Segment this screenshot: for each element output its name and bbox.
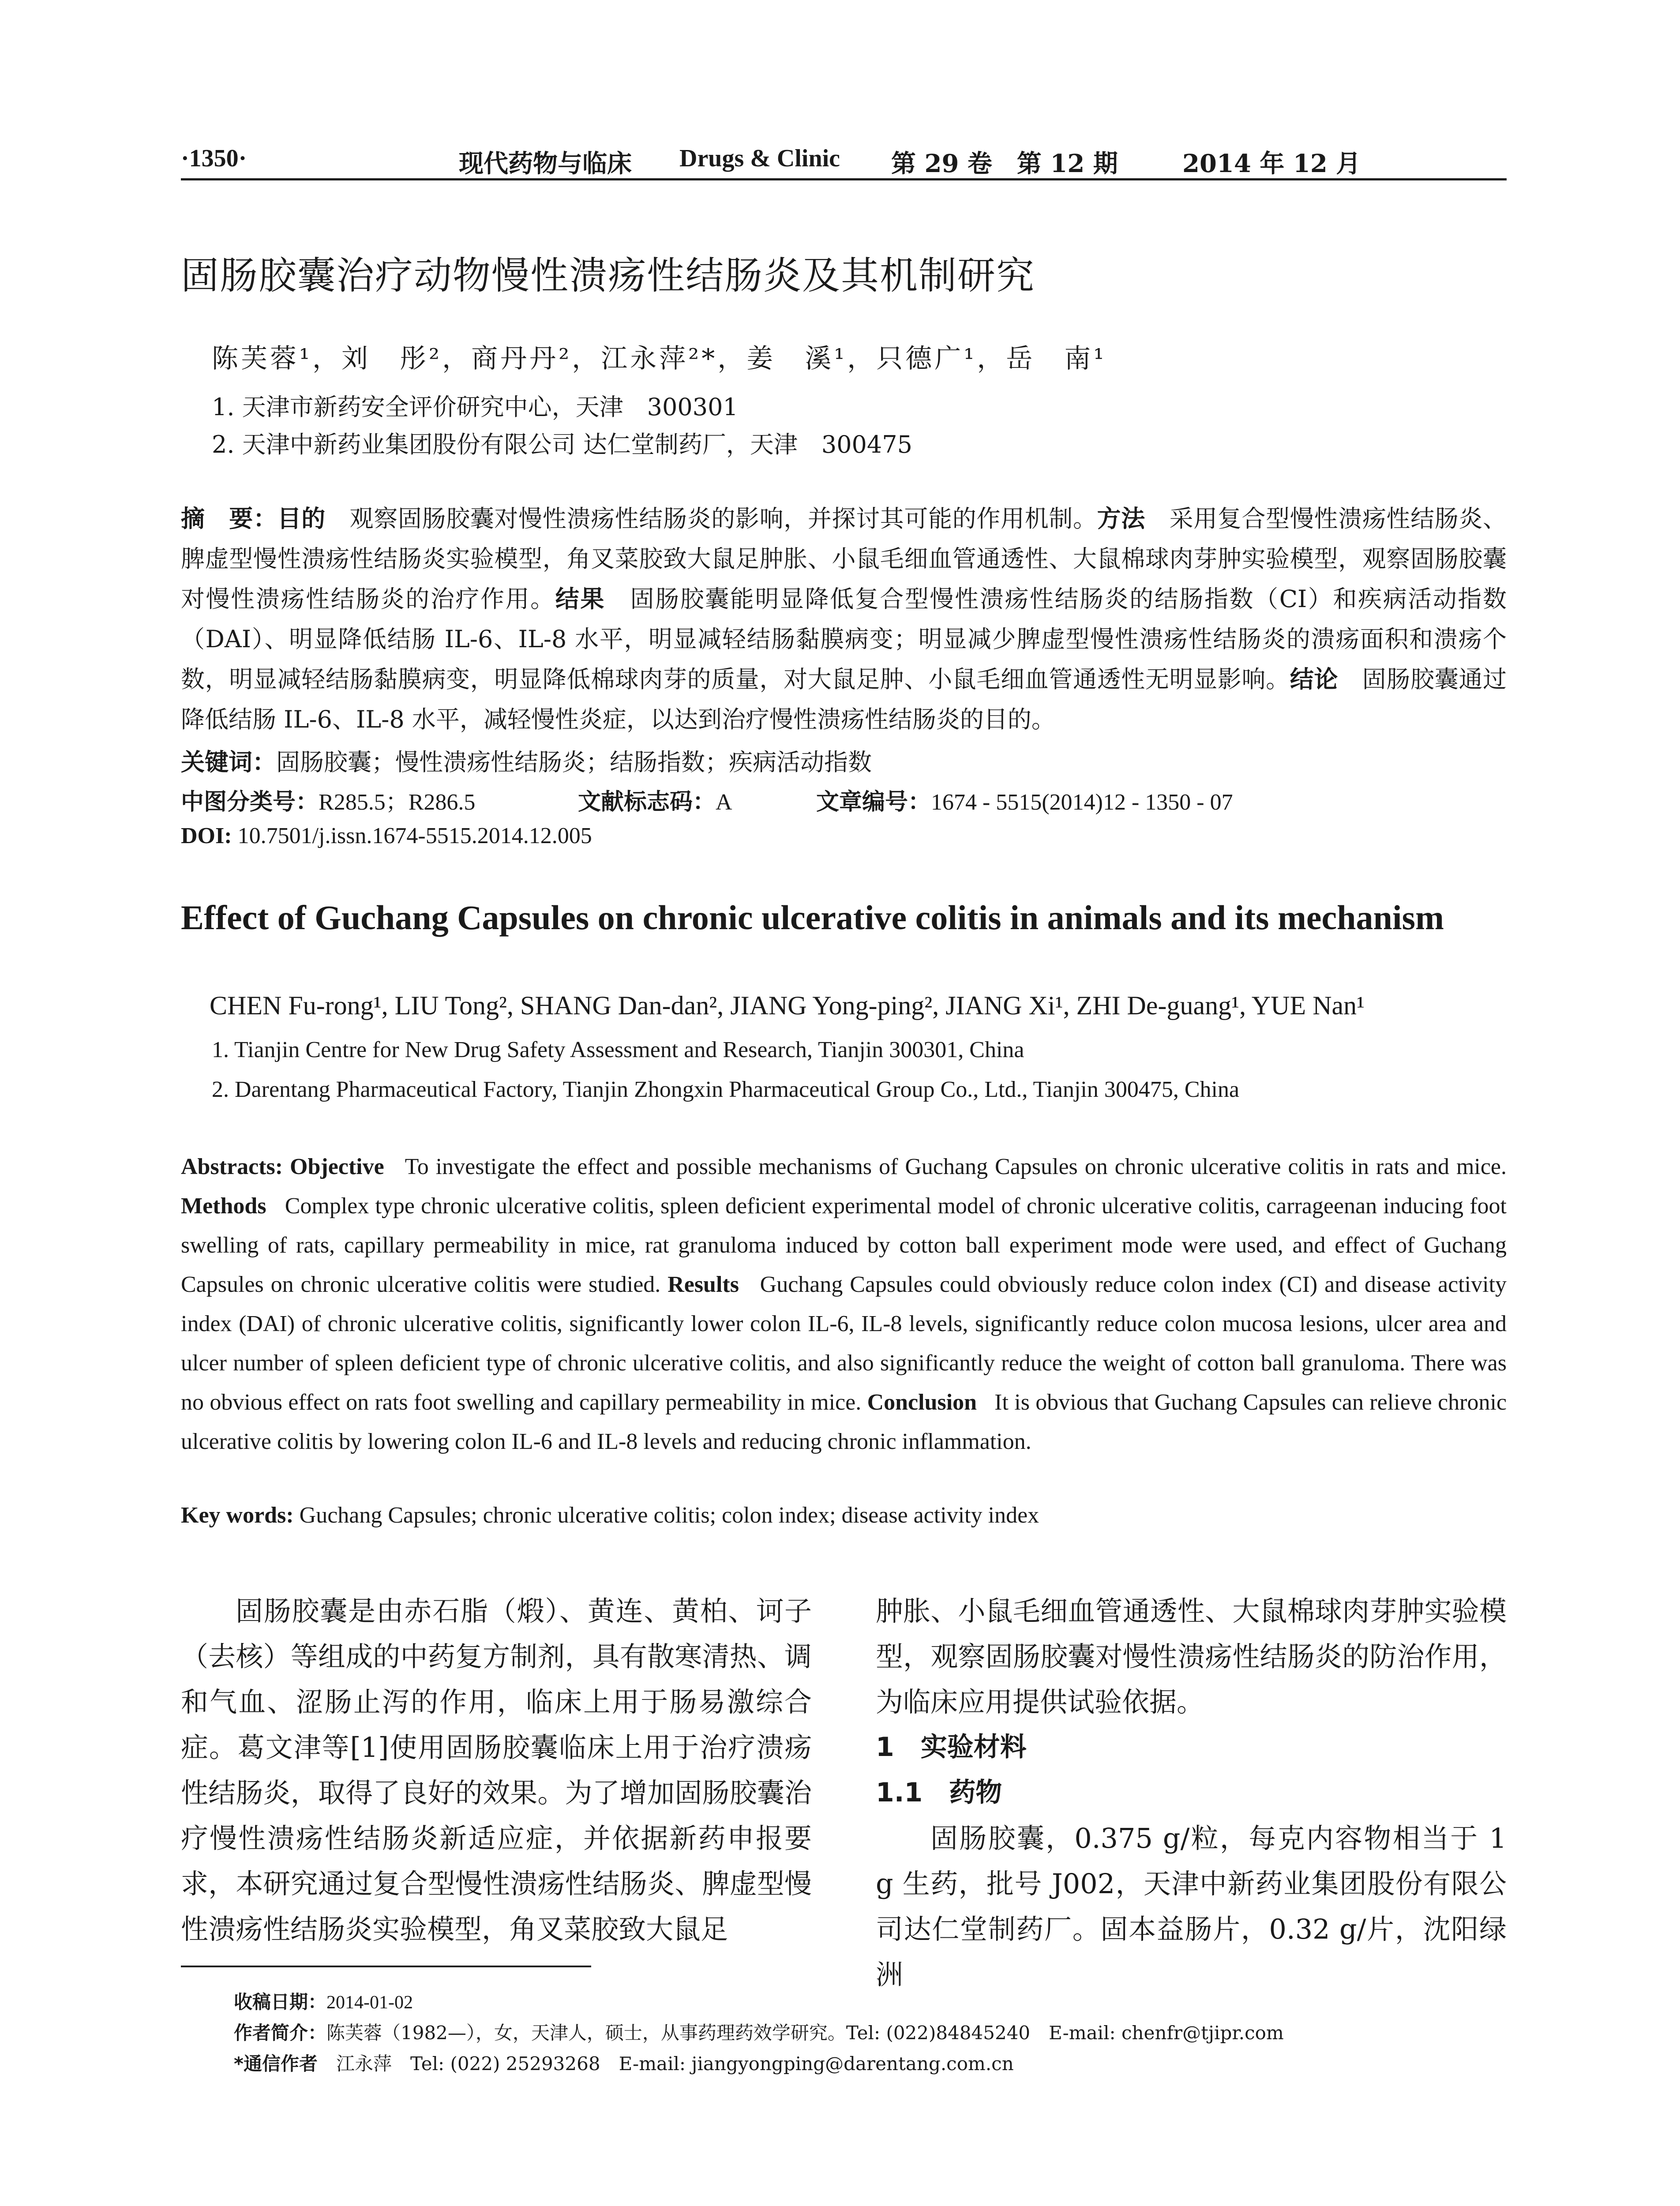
keywords-en-text: Guchang Capsules; chronic ulcerative colitis; colon index; disease activity index [293, 1503, 1039, 1528]
corresponding-author [234, 2049, 1014, 2076]
body-left-column [181, 1588, 812, 1952]
conclusion-cn: 固肠胶囊通过降低结肠 IL-6、IL-8 水平，减轻慢性炎症，以达到治疗慢性溃疡性结肠炎的目的。 [181, 665, 1507, 733]
author-bio [234, 2018, 1284, 2045]
abstract-cn-label: 摘 要： [181, 505, 278, 533]
keywords-en-label: Key words: [181, 1503, 294, 1528]
footnote-rule [181, 1966, 591, 1967]
authors-en: CHEN Fu-rong¹, LIU Tong², SHANG Dan-dan², JIANG Yong-ping², JIANG Xi¹, ZHI De-guang¹, YUE Nan¹ [210, 991, 1365, 1020]
volume-issue: 第 29 卷 第 12 期 [891, 149, 1118, 178]
section-1-heading: 1 实验材料 [876, 1732, 1027, 1763]
bio-value: 陈芙蓉（1982—），女，天津人，硕士，从事药理药效学研究。Tel: (022)84845240 E-mail: chenfr@tjipr.com [326, 2022, 1284, 2044]
keywords-en [181, 1502, 1039, 1528]
drug-paragraph: 固肠胶囊，0.375 g/粒，每克内容物相当于 1 g 生药，批号 J002，天津中新药业集团股份有限公司达仁堂制药厂。固本益肠片，0.32 g/片，沈阳绿洲 [876, 1822, 1507, 1991]
objective-label-en: Objective [290, 1154, 384, 1179]
page-number: ·1350· [181, 145, 247, 172]
section-1-1-heading: 1.1 药物 [876, 1777, 1002, 1808]
doi-label: DOI: [181, 823, 232, 848]
doi-value: 10.7501/j.issn.1674-5515.2014.12.005 [232, 823, 592, 848]
title-en: Effect of Guchang Capsules on chronic ulcerative colitis in animals and its mechanism [181, 898, 1444, 937]
methods-en: Complex type chronic ulcerative colitis, spleen deficient experimental model of chronic ulcerative colitis, carrageenan inducing foot swelling of rats, capillary permeability in mice, rat granuloma induced by cotton ball experiment mode were used, and effect of Guchang Capsules on chronic ulcerative colitis were studied. [181, 1193, 1507, 1297]
intro-paragraph: 固肠胶囊是由赤石脂（煅）、黄连、黄柏、诃子（去核）等组成的中药复方制剂，具有散寒清热、调和气血、涩肠止泻的作用，临床上用于肠易激综合症。葛文津等[1]使用固肠胶囊临床上用于治疗溃疡性结肠炎，取得了良好的效果。为了增加固肠胶囊治疗慢性溃疡性结肠炎新适应症，并依据新药申报要求，本研究通过复合型慢性溃疡性结肠炎、脾虚型慢性溃疡性结肠炎实验模型，角叉菜胶致大鼠足 [181, 1595, 812, 1945]
affiliation-en-1: 1. Tianjin Centre for New Drug Safety Assessment and Research, Tianjin 300301, China [212, 1037, 1024, 1062]
clc-label: 中图分类号： [181, 789, 319, 815]
methods-cn: 采用复合型慢性溃疡性结肠炎、脾虚型慢性溃疡性结肠炎实验模型，角叉菜胶致大鼠足肿胀、小鼠毛细血管通透性、大鼠棉球肉芽肿实验模型，观察固肠胶囊对慢性溃疡性结肠炎的治疗作用。 [181, 505, 1507, 613]
article-label: 文章编号： [816, 789, 931, 815]
received-date [234, 1988, 413, 2014]
intro-paragraph-cont: 肿胀、小鼠毛细血管通透性、大鼠棉球肉芽肿实验模型，观察固肠胶囊对慢性溃疡性结肠炎的防治作用，为临床应用提供试验依据。 [876, 1595, 1507, 1718]
authors-cn: 陈芙蓉¹，刘 彤²，商丹丹²，江永萍²*，姜 溪¹，只德广¹，岳 南¹ [212, 343, 1107, 374]
keywords-cn [181, 743, 872, 777]
results-label-en: Results [668, 1272, 739, 1297]
doi-line [181, 823, 592, 849]
objective-cn: 观察固肠胶囊对慢性溃疡性结肠炎的影响，并探讨其可能的作用机制。 [349, 505, 1097, 533]
results-cn: 固肠胶囊能明显降低复合型慢性溃疡性结肠炎的结肠指数（CI）和疾病活动指数（DAI）、明显降低结肠 IL-6、IL-8 水平，明显减轻结肠黏膜病变；明显减少脾虚型慢性溃疡性结肠炎的溃疡面积和溃疡个数，明显减轻结肠黏膜病变，明显降低棉球肉芽的质量，对大鼠足肿、小鼠毛细血管通透性无明显影响。 [181, 585, 1507, 693]
affiliation-cn-1: 1. 天津市新药安全评价研究中心，天津 300301 [212, 393, 738, 421]
doc-label: 文献标志码： [578, 789, 716, 815]
bio-label: 作者简介： [234, 2022, 327, 2044]
running-header [181, 139, 1507, 179]
keywords-cn-label: 关键词： [181, 748, 276, 776]
objective-label-cn: 目的 [277, 505, 326, 533]
methods-label-cn: 方法 [1097, 505, 1145, 533]
clc-value: R285.5；R286.5 [319, 790, 476, 815]
doc-value: A [716, 790, 732, 815]
body-right-column [876, 1588, 1507, 1997]
doc-code [578, 783, 732, 816]
affiliation-en-2: 2. Darentang Pharmaceutical Factory, Tianjin Zhongxin Pharmaceutical Group Co., Ltd., Tianjin 300475, China [212, 1077, 1240, 1102]
article-value: 1674 - 5515(2014)12 - 1350 - 07 [931, 790, 1233, 815]
conclusion-label-cn: 结论 [1290, 665, 1339, 693]
keywords-cn-text: 固肠胶囊；慢性溃疡性结肠炎；结肠指数；疾病活动指数 [276, 748, 872, 776]
header-rule [181, 178, 1507, 180]
corr-label: *通信作者 [234, 2053, 318, 2075]
affiliation-cn-2: 2. 天津中新药业集团股份有限公司 达仁堂制药厂，天津 300475 [212, 431, 912, 458]
received-value: 2014-01-02 [326, 1992, 413, 2013]
conclusion-label-en: Conclusion [867, 1390, 977, 1415]
title-cn: 固肠胶囊治疗动物慢性溃疡性结肠炎及其机制研究 [181, 254, 1035, 298]
methods-label-en: Methods [181, 1193, 266, 1219]
article-number [816, 783, 1233, 816]
journal-name-en: Drugs & Clinic [679, 145, 840, 172]
abstract-cn [181, 499, 1507, 739]
classification-line [181, 783, 475, 816]
issue-date: 2014 年 12 月 [1182, 149, 1361, 178]
abstract-en-label: Abstracts: [181, 1154, 283, 1179]
corr-value: 江永萍 Tel: (022) 25293268 E-mail: jiangyongping@darentang.com.cn [317, 2053, 1014, 2075]
results-label-cn: 结果 [555, 585, 605, 613]
journal-name-cn: 现代药物与临床 [459, 149, 632, 178]
abstract-en [181, 1147, 1507, 1461]
objective-en: To investigate the effect and possible mechanisms of Guchang Capsules on chronic ulcerative colitis in rats and mice. [405, 1154, 1507, 1179]
results-en: Guchang Capsules could obviously reduce colon index (CI) and disease activity index (DAI) of chronic ulcerative colitis, significantly lower colon IL-6, IL-8 levels, significantly reduce colon mucosa lesions, ulcer area and ulcer number of spleen deficient type of chronic ulcerative colitis, and also significantly reduce the weight of cotton ball granuloma. There was no obvious effect on rats foot swelling and capillary permeability in mice. [181, 1272, 1507, 1415]
received-label: 收稿日期： [234, 1991, 327, 2013]
conclusion-en: It is obvious that Guchang Capsules can relieve chronic ulcerative colitis by lowering colon IL-6 and IL-8 levels and reducing chronic inflammation. [181, 1390, 1507, 1454]
